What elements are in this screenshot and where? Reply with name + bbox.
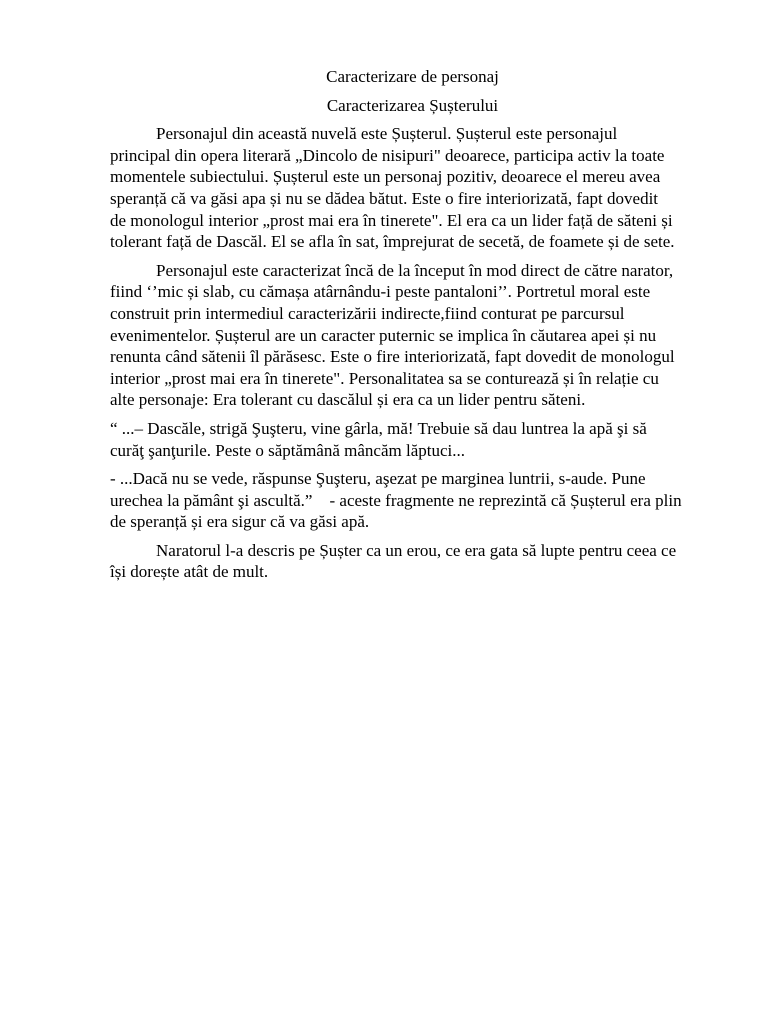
text-line: Personajul este caracterizat încă de la început în mod direct de către narator, <box>156 260 674 280</box>
text-line: renunta când sătenii îl părăsesc. Este o fire interiorizată, fapt dovedit de monologul <box>110 347 675 367</box>
text-line: “ ...– Dascăle, strigă Şuşteru, vine gârla, mă! Trebuie să dau luntrea la apă şi să <box>110 418 647 438</box>
text-line: fiind ‘’mic și slab, cu cămașa atârnându-i peste pantaloni’’. Portretul moral este <box>110 282 651 302</box>
text-line: de speranță și era sigur că va găsi apă. <box>110 512 370 532</box>
text-line: de monologul interior „prost mai era în tinerete". El era ca un lider față de săteni și <box>110 210 673 230</box>
text-line: alte personaje: Era tolerant cu dascălul și era ca un lider pentru săteni. <box>110 390 586 410</box>
text-line: momentele subiectului. Șușterul este un personaj pozitiv, deoarece el mereu avea <box>110 167 661 187</box>
text-line: Personajul din această nuvelă este Șușterul. Șușterul este personajul <box>156 124 618 144</box>
text-line: evenimentelor. Șușterul are un caracter puternic se implica în căutarea apei și nu <box>110 325 657 345</box>
text-line: curăţ şanţurile. Peste o săptămână mâncăm lăptuci... <box>110 440 465 460</box>
document-body <box>110 66 715 590</box>
text-line: principal din opera literară „Dincolo de nisipuri" deoarece, participa activ la toate <box>110 145 665 165</box>
paragraph-quote-two <box>110 468 715 533</box>
paragraph-intro <box>110 123 715 253</box>
paragraph-quote-one <box>110 418 715 461</box>
text-line: tolerant față de Dascăl. El se afla în sat, împrejurat de secetă, de foamete și de sete. <box>110 232 675 252</box>
text-line: construit prin intermediul caracterizării indirecte,fiind conturat pe parcursul <box>110 303 625 323</box>
paragraph-characterization <box>110 260 715 411</box>
document-subtitle: Caracterizarea Șușterului <box>326 95 499 115</box>
document-title: Caracterizare de personaj <box>326 67 499 86</box>
text-line: urechea la pământ şi ascultă.” - aceste fragmente ne reprezintă că Șușterul era plin <box>110 490 682 510</box>
text-line: Naratorul l-a descris pe Șușter ca un erou, ce era gata să lupte pentru ceea ce <box>156 540 677 560</box>
text-line: își dorește atât de mult. <box>110 562 269 582</box>
text-line: speranță că va găsi apa și nu se dădea bătut. Este o fire interiorizată, fapt dovedit <box>110 188 659 208</box>
paragraph-conclusion <box>110 540 715 583</box>
text-line: - ...Dacă nu se vede, răspunse Şuşteru, aşezat pe marginea luntrii, s-aude. Pune <box>110 469 646 489</box>
text-line: interior „prost mai era în tinerete". Personalitatea sa se conturează și în relație cu <box>110 368 659 388</box>
